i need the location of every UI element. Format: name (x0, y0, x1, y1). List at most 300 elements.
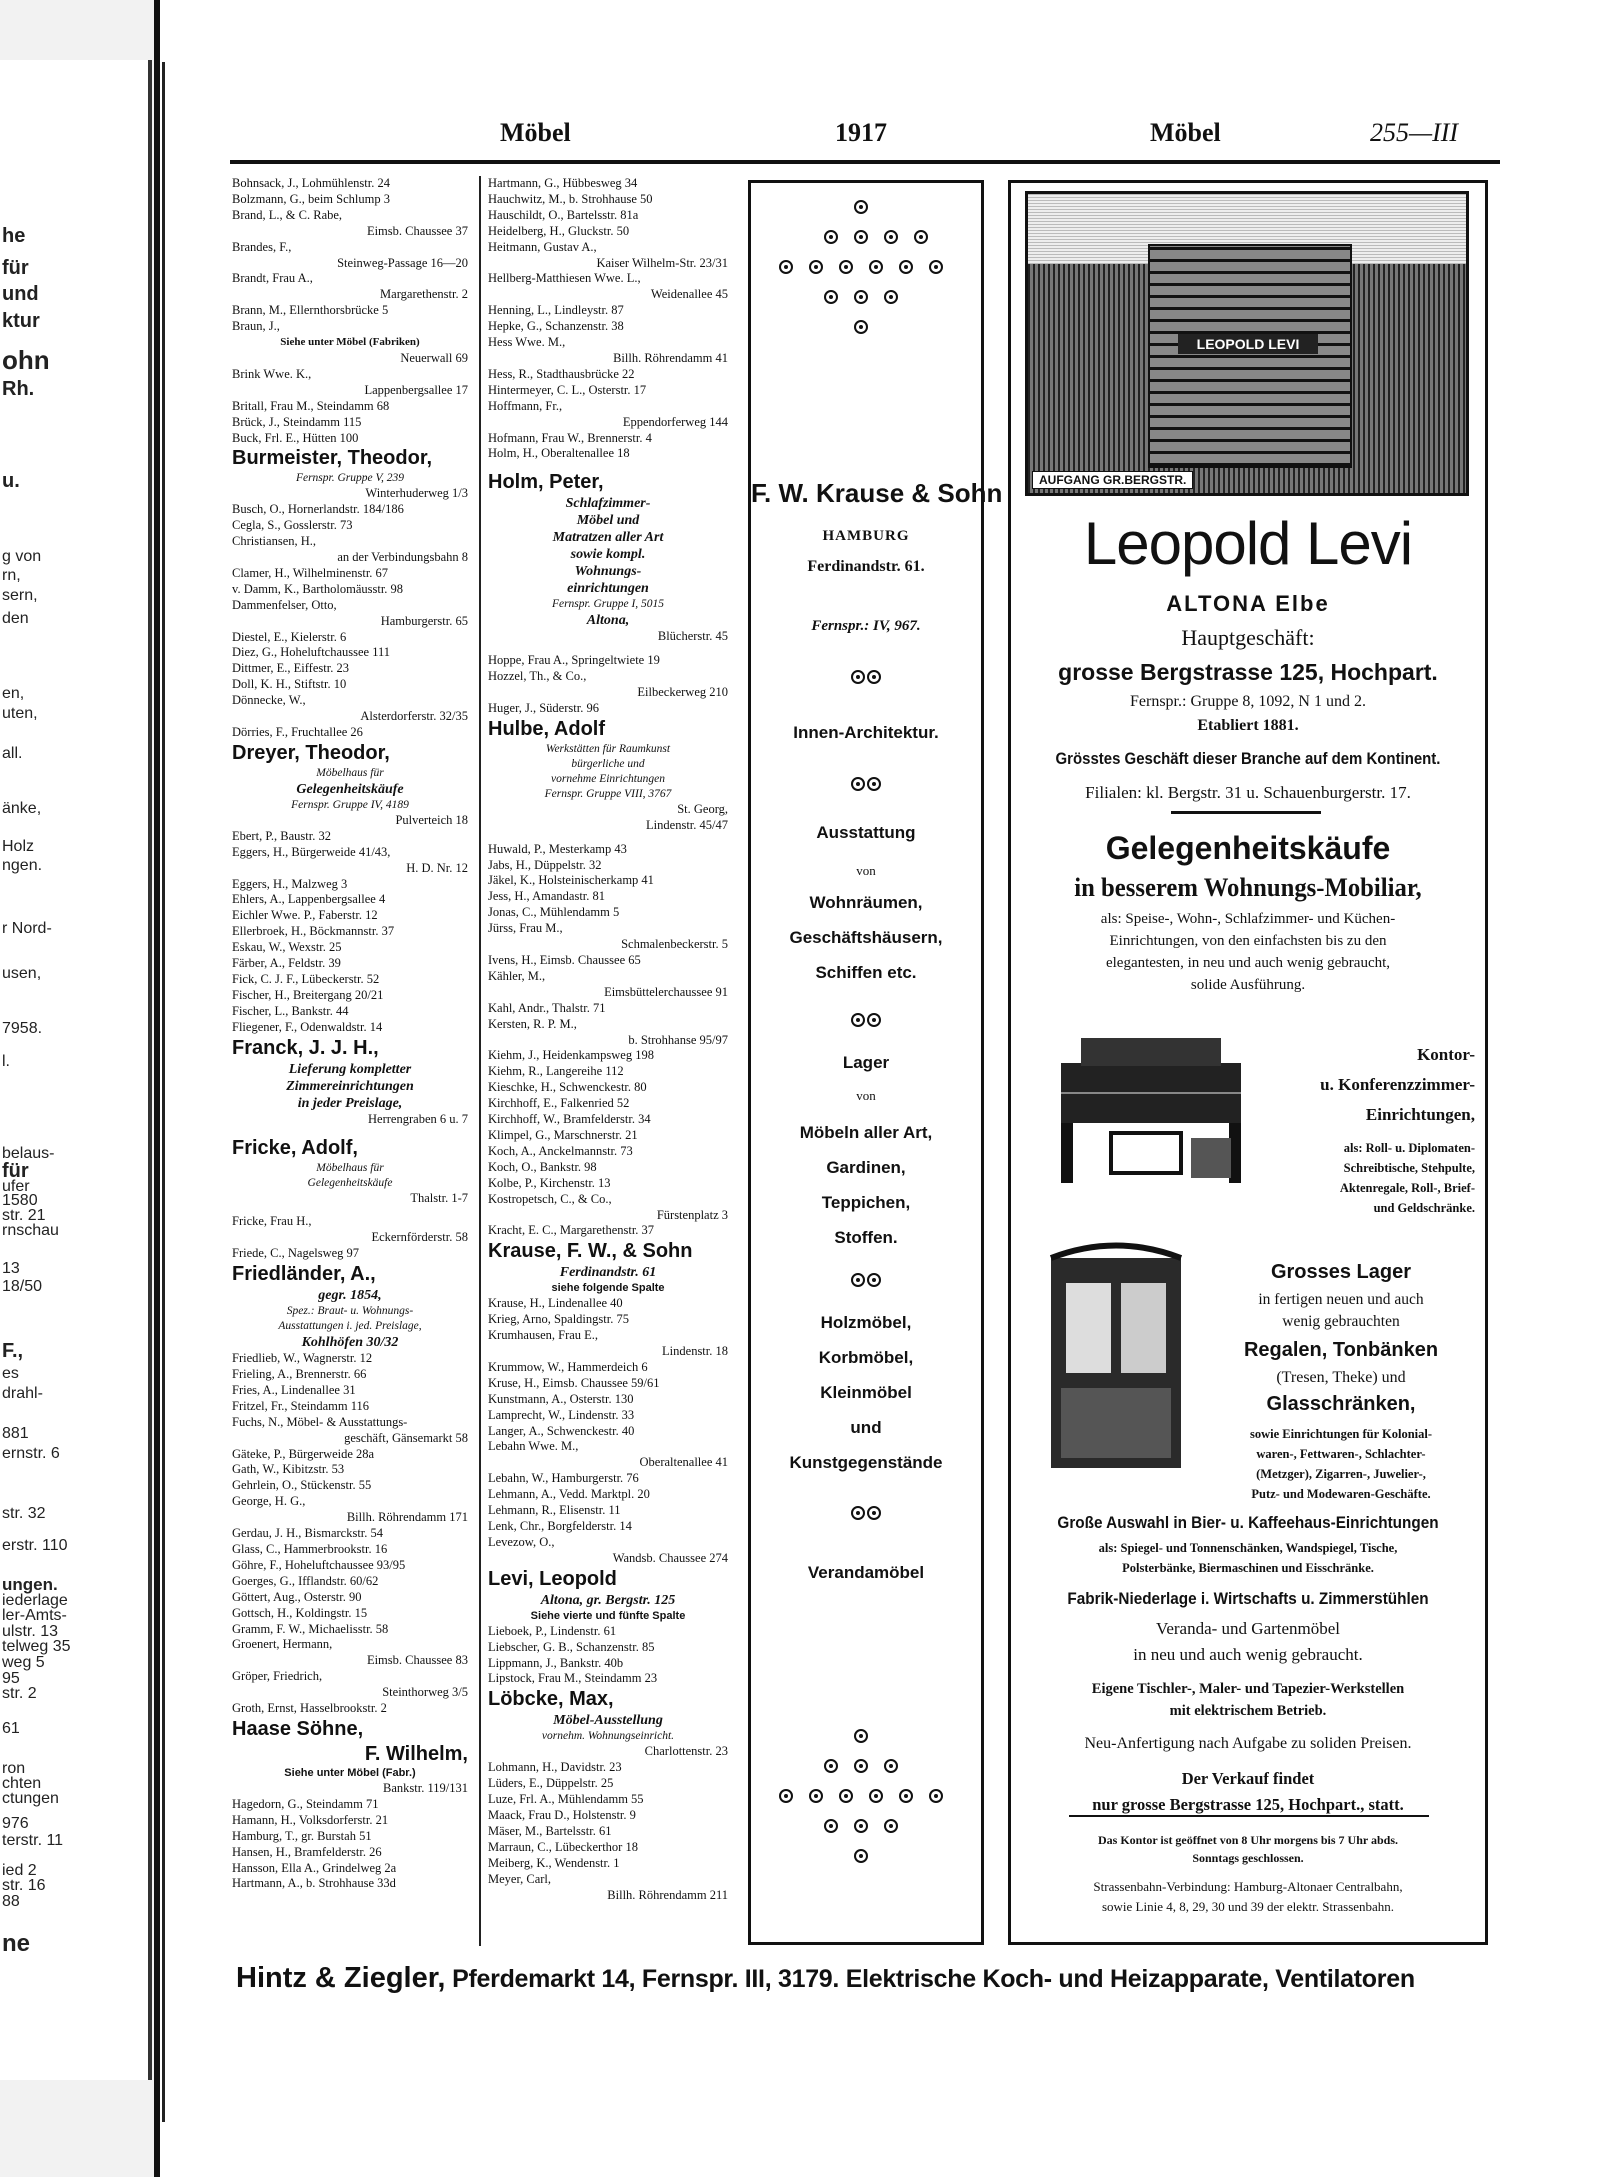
entry-gap (232, 1128, 468, 1136)
directory-entry: Lohmann, H., Davidstr. 23 (488, 1760, 622, 1775)
directory-entry: Kersten, R. P. M., (488, 1016, 577, 1031)
adjacent-page-text: 18/50 (2, 1278, 43, 1295)
entry-gap (488, 834, 728, 842)
directory-entry: Kirchhoff, E., Falkenried 52 (488, 1096, 630, 1111)
directory-entry: Fritzel, Fr., Steindamm 116 (232, 1398, 370, 1413)
adjacent-page-text: für (2, 1160, 29, 1182)
phone-line: Fernspr.: Gruppe 8, 1092, N 1 und 2. (1130, 693, 1366, 710)
advertiser-city: ALTONA Elbe (1166, 591, 1330, 616)
ornament-icon (779, 1789, 793, 1803)
directory-entry: Braun, J., (232, 319, 280, 334)
directory-entry: Kirchhoff, W., Bramfelderstr. 34 (488, 1112, 651, 1127)
firm-slogan: Gelegenheitskäufe (296, 781, 404, 797)
main-label: Hauptgeschäft: (1181, 625, 1315, 650)
firm-slogan: Möbel und (576, 513, 640, 529)
directory-entry: v. Damm, K., Bartholomäusstr. 98 (232, 581, 404, 596)
directory-entry: Lebahn Wwe. M., (488, 1439, 579, 1454)
firm-phone: Fernspr.: IV, 967. (811, 618, 921, 634)
directory-entry: Klimpel, G., Marschnerstr. 21 (488, 1127, 638, 1142)
main-address: grosse Bergstrasse 125, Hochpart. (1058, 659, 1438, 685)
directory-entry: Diestel, E., Kielerstr. 6 (232, 629, 347, 644)
tram-line: Strassenbahn-Verbindung: Hamburg-Altonaer Centralbahn, (1093, 1879, 1403, 1894)
directory-entry: Jonas, C., Mühlendamm 5 (488, 905, 620, 920)
cabinets-description: (Metzger), Zigarren-, Juwelier-, (1256, 1467, 1426, 1481)
directory-entry: St. Georg, (677, 801, 728, 816)
directory-entry: Oberaltenallee 41 (639, 1455, 728, 1470)
krause-advertisement (748, 180, 1003, 1945)
workshops-line: Eigene Tischler-, Maler- und Tapezier-Werkstellen (1091, 1681, 1405, 1697)
service-line: von (856, 863, 876, 878)
directory-entry: George, H. G., (232, 1494, 306, 1509)
directory-entry: Färber, A., Feldstr. 39 (232, 956, 341, 971)
directory-entry: Langer, A., Schwenckestr. 40 (488, 1423, 635, 1438)
ornament-icon (851, 1013, 865, 1027)
directory-entry: Blücherstr. 45 (657, 629, 728, 644)
adjacent-page-text: 7958. (2, 1020, 43, 1037)
directory-entry: Neuerwall 69 (400, 350, 468, 365)
directory-entry: Charlottenstr. 23 (644, 1744, 728, 1759)
ornament-icon (867, 1013, 881, 1027)
firm-street: Ferdinandstr. 61. (807, 558, 925, 575)
established-line: Etabliert 1881. (1197, 717, 1299, 734)
directory-entry: Britall, Frau M., Steindamm 68 (232, 398, 390, 413)
ornament-icon (899, 1789, 913, 1803)
directory-entry: Margarethenstr. 2 (380, 287, 468, 302)
cross-reference: Siehe vierte und fünfte Spalte (530, 1609, 686, 1622)
adjacent-page-text: ungen. (2, 1575, 58, 1594)
ornament-icon (854, 1849, 868, 1863)
directory-entry: Gröper, Friedrich, (232, 1669, 323, 1684)
description-line: Einrichtungen, von den einfachsten bis zu den (1109, 933, 1387, 949)
directory-entry: Brandes, F., (232, 239, 292, 254)
service-line: Ausstattung (816, 823, 916, 842)
firm-heading: Dreyer, Theodor, (232, 741, 390, 764)
adjacent-page-text: belaus- (2, 1145, 55, 1162)
adjacent-page-edge (0, 0, 160, 2177)
ornament-icon (809, 1789, 823, 1803)
adjacent-page-text: ktur (2, 310, 40, 332)
adjacent-page-text: 881 (2, 1425, 29, 1442)
directory-entry: Ebert, P., Baustr. 32 (232, 828, 331, 843)
factory-heading: Fabrik-Niederlage i. Wirtschafts u. Zimmerstühlen (1067, 1589, 1429, 1608)
firm-slogan: Ferdinandstr. 61 (559, 1265, 657, 1281)
office-heading: Einrichtungen, (1365, 1105, 1475, 1124)
firm-note: vornehme Einrichtungen (550, 772, 665, 785)
firm-note: Möbelhaus für (316, 766, 384, 779)
directory-entry: Christiansen, H., (232, 534, 317, 549)
directory-entry: Kracht, E. C., Margarethenstr. 37 (488, 1223, 655, 1238)
directory-entry: Lipstock, Frau M., Steindamm 23 (488, 1671, 658, 1686)
header-rule (230, 160, 1500, 164)
garden-line: Veranda- und Gartenmöbel (1155, 1619, 1341, 1638)
firm-heading: Holm, Peter, (488, 471, 604, 494)
tram-line: sowie Linie 4, 8, 29, 30 und 39 der elektr. Strassenbahn. (1101, 1899, 1395, 1914)
directory-entry: Hoppe, Frau A., Springeltwiete 19 (488, 653, 660, 668)
directory-entry: Huwald, P., Mesterkamp 43 (488, 841, 627, 856)
firm-heading: Franck, J. J. H., (232, 1036, 379, 1059)
ornament-icon (854, 290, 868, 304)
ornament-icon (854, 200, 868, 214)
adjacent-page-text: erstr. 110 (2, 1537, 68, 1554)
sale-line: nur grosse Bergstrasse 125, Hochpart., statt. (1092, 1795, 1404, 1814)
header-right-title: Möbel (1150, 118, 1221, 147)
directory-entry: an der Verbindungsbahn 8 (337, 550, 468, 565)
directory-entry: Lindenstr. 45/47 (646, 817, 728, 832)
divider (1171, 811, 1321, 814)
shelves-sub: (Tresen, Theke) und (1276, 1369, 1406, 1386)
firm-heading: F. Wilhelm, (364, 1742, 468, 1765)
building-drawing (1148, 244, 1352, 468)
directory-entry: Göttert, Aug., Osterstr. 90 (232, 1589, 362, 1604)
adjacent-page-text: und (2, 283, 39, 305)
directory-entry: Kiehm, R., Langereihe 112 (488, 1064, 624, 1079)
workshops-line: mit elektrischem Betrieb. (1169, 1703, 1327, 1719)
adjacent-page-text: Holz (2, 838, 35, 855)
directory-entry: Eimsb. Chaussee 83 (366, 1653, 468, 1668)
directory-entry: Meyer, Carl, (488, 1871, 552, 1886)
directory-entry: Hamann, H., Volksdorferstr. 21 (232, 1812, 389, 1827)
firm-note: Werkstätten für Raumkunst (545, 742, 671, 755)
directory-entry: Fliegener, F., Odenwaldstr. 14 (232, 1019, 383, 1034)
adjacent-page-text: ernstr. 6 (2, 1445, 60, 1462)
directory-entry: Koch, A., Anckelmannstr. 73 (488, 1143, 633, 1158)
directory-entry: Brink Wwe. K., (232, 366, 312, 381)
directory-entry: Ivens, H., Eimsb. Chaussee 65 (488, 953, 641, 967)
directory-entry: Holm, H., Oberaltenallee 18 (488, 446, 630, 461)
firm-note: Fernspr. Gruppe IV, 4189 (291, 798, 409, 811)
directory-entry: Cegla, S., Gosslerstr. 73 (232, 518, 353, 533)
directory-entry: Brann, M., Ellernthorsbrücke 5 (232, 303, 389, 318)
directory-entry: Frieling, A., Brennerstr. 66 (232, 1367, 367, 1382)
directory-entry: Weidenallee 45 (650, 287, 728, 302)
directory-entry: Gath, W., Kibitzstr. 53 (232, 1462, 345, 1477)
directory-entry: Hofmann, Frau W., Brennerstr. 4 (488, 430, 652, 445)
store-illustration (1025, 191, 1469, 496)
firm-note: Gelegenheitskäufe (307, 1176, 393, 1189)
firm-name: F. W. Krause & Sohn (751, 478, 1003, 508)
directory-entry: Alsterdorferstr. 32/35 (360, 709, 468, 724)
adjacent-page-text: rnschau (2, 1222, 59, 1239)
adjacent-page-text: 95 (2, 1670, 20, 1687)
directory-entry: Kaiser Wilhelm-Str. 23/31 (596, 255, 728, 270)
directory-entry: Hamburgerstr. 65 (380, 613, 468, 628)
directory-entry: Kahl, Andr., Thalstr. 71 (488, 1000, 606, 1015)
directory-entry: Kruse, H., Eimsb. Chaussee 59/61 (488, 1375, 660, 1390)
firm-note: Ausstattungen i. jed. Preislage, (278, 1320, 422, 1333)
firm-slogan: Matratzen aller Art (552, 530, 664, 546)
ornament-icon (851, 1273, 865, 1287)
directory-entry: Billh. Röhrendamm 171 (346, 1510, 468, 1525)
directory-entry: Gottsch, H., Koldingstr. 15 (232, 1605, 368, 1620)
adjacent-page-text: änke, (2, 800, 42, 817)
directory-entry: Eimsb. Chaussee 37 (366, 223, 468, 238)
firm-slogan: Schlafzimmer- (565, 496, 651, 512)
directory-entry: Dittmer, E., Eiffestr. 23 (232, 661, 349, 676)
adjacent-page-text: ron (2, 1760, 26, 1777)
ornament-icon (929, 260, 943, 274)
adjacent-page-text: uten, (2, 705, 38, 722)
directory-entry: b. Strohhanse 95/97 (628, 1032, 728, 1047)
firm-slogan: Wohnungs- (574, 564, 642, 580)
directory-entry: Krieg, Arno, Spaldingstr. 75 (488, 1312, 629, 1327)
directory-entry: Mäser, M., Bartelsstr. 61 (488, 1823, 612, 1838)
directory-entry: Herrengraben 6 u. 7 (368, 1111, 468, 1126)
directory-entry: Eggers, H., Bürgerweide 41/43, (232, 844, 391, 859)
directory-entry: Lüders, E., Düppelstr. 25 (488, 1776, 614, 1791)
firm-slogan: Altona, (586, 613, 630, 629)
directory-entry: Eskau, W., Wexstr. 25 (232, 940, 342, 955)
directory-entry: Henning, L., Lindleystr. 87 (488, 303, 624, 318)
directory-entry: Lenk, Chr., Borgfelderstr. 14 (488, 1519, 632, 1533)
directory-entry: Gramm, F. W., Michaelisstr. 58 (232, 1621, 389, 1636)
directory-entry: Lebahn, W., Hamburgerstr. 76 (488, 1471, 639, 1486)
entry-gap (232, 1206, 468, 1214)
directory-entry: Doll, K. H., Stiftstr. 10 (232, 677, 347, 692)
beer-heading: Große Auswahl in Bier- u. Kaffeehaus-Einrichtungen (1057, 1513, 1439, 1532)
service-line: Korbmöbel, (818, 1348, 914, 1367)
adjacent-page-text: 88 (2, 1893, 20, 1910)
footer-advertisement (236, 1962, 1498, 2002)
firm-heading: Friedländer, A., (232, 1263, 376, 1286)
directory-entry: Billh. Röhrendamm 41 (613, 350, 728, 365)
directory-entry: Hauchwitz, M., b. Strohhause 50 (488, 191, 653, 206)
adjacent-page-text: g von (2, 548, 42, 565)
directory-entry: Bolzmann, G., beim Schlump 3 (232, 191, 390, 206)
directory-entry: Hoffmann, Fr., (488, 398, 563, 413)
adjacent-page-text: für (2, 257, 29, 279)
directory-entry: Hintermeyer, C. L., Osterstr. 17 (488, 382, 647, 397)
ornament-icon (839, 1789, 853, 1803)
directory-entry: Fürstenplatz 3 (656, 1207, 728, 1222)
adjacent-page-text: 976 (2, 1815, 29, 1832)
adjacent-page-text: den (2, 610, 29, 627)
office-description: als: Roll- u. Diplomaten- (1343, 1141, 1475, 1155)
ornament-icon (854, 1729, 868, 1743)
building-sign: LEOPOLD LEVI (1178, 334, 1318, 354)
directory-entry: Dörries, F., Fruchtallee 26 (232, 725, 363, 739)
service-line: Wohnräumen, (809, 893, 923, 912)
ornament-icon (824, 290, 838, 304)
adjacent-page-text: 13 (2, 1260, 20, 1277)
directory-entry: Billh. Röhrendamm 211 (607, 1887, 728, 1902)
firm-note: bürgerliche und (571, 757, 645, 770)
entry-gap (488, 645, 728, 653)
directory-entry: Hess, R., Stadthausbrücke 22 (488, 366, 635, 381)
page-number: 255—III (1370, 118, 1459, 147)
bargains-subheading: in besserem Wohnungs-Mobiliar, (1074, 873, 1422, 902)
store-heading: Grosses Lager (1270, 1261, 1412, 1283)
directory-entry: Gehrlein, O., Stückenstr. 55 (232, 1478, 372, 1493)
store-line: wenig gebrauchten (1282, 1313, 1400, 1330)
directory-entry: Friede, C., Nagelsweg 97 (232, 1246, 360, 1261)
cabinets-description: Putz- und Modewaren-Geschäfte. (1251, 1487, 1431, 1501)
firm-note: Fernspr. Gruppe VIII, 3767 (544, 787, 672, 800)
service-line: Verandamöbel (807, 1563, 925, 1582)
adjacent-page-text: str. 21 (2, 1207, 46, 1224)
service-line: Kunstgegenstände (789, 1453, 943, 1472)
directory-entry: Levezow, O., (488, 1534, 555, 1549)
directory-entry: Eilbeckerweg 210 (637, 685, 728, 700)
directory-entry: Gerdau, J. H., Bismarckstr. 54 (232, 1526, 384, 1541)
directory-entry: Jabs, H., Düppelstr. 32 (488, 857, 602, 872)
directory-entry: Brandt, Frau A., (232, 271, 313, 286)
directory-entry: Krumhausen, Frau E., (488, 1328, 599, 1343)
directory-column-2 (488, 176, 728, 1903)
description-line: elegantesten, in neu und auch wenig gebraucht, (1105, 955, 1391, 971)
directory-entry: Kunstmann, A., Osterstr. 130 (488, 1391, 634, 1406)
office-description: Schreibtische, Stehpulte, (1343, 1161, 1475, 1175)
office-description: und Geldschränke. (1373, 1201, 1475, 1215)
street-sign: AUFGANG GR.BERGSTR. (1032, 471, 1193, 489)
entry-gap (488, 462, 728, 470)
firm-city: HAMBURG (822, 528, 910, 544)
adjacent-page-text: en, (2, 685, 25, 702)
shelves-heading: Regalen, Tonbänken (1243, 1339, 1439, 1361)
office-heading: u. Konferenzzimmer- (1320, 1075, 1475, 1094)
directory-entry: Schmalenbeckerstr. 5 (621, 937, 728, 952)
directory-entry: Goerges, G., Ifflandstr. 60/62 (232, 1573, 379, 1588)
directory-entry: Steinthorweg 3/5 (382, 1685, 468, 1700)
adjacent-page-text: Rh. (2, 378, 35, 400)
ornament-icon (867, 1273, 881, 1287)
store-line: in fertigen neuen und auch (1258, 1291, 1424, 1308)
directory-entry: Dammenfelser, Otto, (232, 597, 337, 612)
adjacent-page-text: ohn (2, 345, 50, 375)
ornament-icon (854, 230, 868, 244)
directory-entry: Hansson, Ella A., Grindelweg 2a (232, 1860, 397, 1875)
firm-slogan: Kohlhöfen 30/32 (301, 1335, 399, 1351)
ornament-icon (824, 1819, 838, 1833)
directory-entry: Fuchs, N., Möbel- & Ausstattungs- (232, 1414, 408, 1429)
directory-entry: Jürss, Frau M., (488, 921, 563, 936)
firm-heading: Burmeister, Theodor, (232, 447, 433, 470)
directory-entry: Buck, Frl. E., Hütten 100 (232, 430, 359, 445)
directory-entry: Heidelberg, H., Gluckstr. 50 (488, 223, 630, 238)
directory-entry: Bankstr. 119/131 (383, 1780, 468, 1795)
description-line: solide Ausführung. (1190, 977, 1306, 993)
directory-entry: Eckernförderstr. 58 (371, 1230, 468, 1245)
cabinets-description: sowie Einrichtungen für Kolonial- (1249, 1427, 1433, 1441)
directory-entry: Dönnecke, W., (232, 693, 306, 708)
footer-firm: Hintz & Ziegler, (236, 1962, 446, 1994)
directory-entry: Lehmann, A., Vedd. Marktpl. 20 (488, 1487, 650, 1502)
service-line: Lager (842, 1053, 890, 1072)
directory-entry: Hartmann, G., Hübbesweg 34 (488, 176, 638, 190)
adjacent-page-text: l. (2, 1053, 10, 1070)
ornament-icon (884, 290, 898, 304)
firm-slogan: Altona, gr. Bergstr. 125 (540, 1592, 676, 1608)
directory-entry: Groth, Ernst, Hasselbrookstr. 2 (232, 1701, 387, 1716)
directory-entry: Lamprecht, W., Lindenstr. 33 (488, 1407, 635, 1422)
adjacent-page-text: u. (2, 470, 20, 492)
adjacent-page-text: chten (2, 1775, 42, 1792)
directory-entry: Pulverteich 18 (395, 812, 468, 827)
directory-entry: Krummow, W., Hammerdeich 6 (488, 1359, 648, 1374)
adjacent-page-text: ied 2 (2, 1862, 37, 1879)
adjacent-page-text: ulstr. 13 (2, 1623, 59, 1640)
firm-heading: Fricke, Adolf, (232, 1136, 358, 1159)
adjacent-page-text: F., (2, 1340, 24, 1362)
adjacent-page-text: ler-Amts- (2, 1607, 67, 1624)
directory-entry: Friedlieb, W., Wagnerstr. 12 (232, 1351, 373, 1366)
levi-advertisement (1008, 180, 1488, 1945)
adjacent-page-text: ufer (2, 1178, 30, 1195)
directory-entry: Brück, J., Steindamm 115 (232, 414, 362, 429)
office-heading: Kontor- (1417, 1045, 1475, 1064)
ornament-icon (824, 230, 838, 244)
directory-entry: Huger, J., Süderstr. 96 (488, 700, 599, 715)
adjacent-page-text: all. (2, 745, 23, 762)
directory-entry: Maack, Frau D., Holstenstr. 9 (488, 1807, 636, 1822)
directory-entry: Winterhuderweg 1/3 (365, 486, 468, 501)
directory-entry: Hauschildt, O., Bartelsstr. 81a (488, 207, 639, 222)
ornament-icon (854, 320, 868, 334)
service-line: von (856, 1088, 876, 1103)
directory-entry: Hepke, G., Schanzenstr. 38 (488, 319, 624, 334)
column-rule (479, 176, 481, 1946)
firm-note: Spez.: Braut- u. Wohnungs- (286, 1305, 414, 1318)
firm-slogan: gegr. 1854, (318, 1288, 382, 1304)
footer-text: Pferdemarkt 14, Fernspr. III, 3179. Elektrische Koch- und Heizapparate, Ventilatoren (445, 1965, 1415, 1993)
directory-entry: Koch, O., Bankstr. 98 (488, 1159, 597, 1174)
directory-entry: Groenert, Hermann, (232, 1637, 333, 1652)
header-year: 1917 (835, 118, 887, 147)
ornament-icon (867, 777, 881, 791)
ornament-icon (851, 1506, 865, 1520)
directory-entry: Gäteke, P., Bürgerweide 28a (232, 1446, 375, 1461)
adjacent-page-text: 1580 (2, 1192, 38, 1209)
directory-entry: Hartmann, A., b. Strohhause 33d (232, 1876, 396, 1891)
directory-entry: Fischer, L., Bankstr. 44 (232, 1003, 349, 1018)
firm-heading: Hulbe, Adolf (488, 717, 606, 740)
directory-entry: Lehmann, R., Elisenstr. 11 (488, 1503, 621, 1518)
desk-illustration (1041, 1023, 1261, 1198)
ornament-icon (839, 260, 853, 274)
ornament-icon (779, 260, 793, 274)
directory-entry: Marraun, C., Lübeckerthor 18 (488, 1839, 638, 1854)
service-line: Innen-Architektur. (793, 723, 939, 742)
directory-entry: Heitmann, Gustav A., (488, 239, 597, 254)
service-line: und (850, 1418, 882, 1437)
firm-slogan: Möbel-Ausstellung (553, 1713, 663, 1729)
directory-entry: Lieboek, P., Lindenstr. 61 (488, 1623, 617, 1638)
directory-entry: Kostropetsch, C., & Co., (488, 1191, 612, 1206)
service-line: Geschäftshäusern, (789, 928, 943, 947)
directory-entry: Hellberg-Matthiesen Wwe. L., (488, 271, 641, 286)
ornament-icon (809, 260, 823, 274)
directory-entry: Brand, L., & C. Rabe, (232, 207, 343, 222)
firm-note: Möbelhaus für (316, 1161, 384, 1174)
service-line: Kleinmöbel (820, 1383, 912, 1402)
adjacent-page-text: sern, (2, 587, 38, 604)
advertiser-name: Leopold Levi (1083, 510, 1413, 577)
adjacent-page-text: r Nord- (2, 920, 52, 937)
ornament-icon (884, 230, 898, 244)
sale-line: Der Verkauf findet (1181, 1769, 1315, 1788)
adjacent-page-text: usen, (2, 965, 42, 982)
adjacent-page-text: rn, (2, 567, 21, 584)
adjacent-page-text: ne (2, 1930, 31, 1957)
directory-entry: Hagedorn, G., Steindamm 71 (232, 1796, 379, 1811)
directory-entry: Luze, Frl. A., Mühlendamm 55 (488, 1792, 644, 1807)
adjacent-page-text: he (2, 225, 26, 247)
directory-entry: Busch, O., Hornerlandstr. 184/186 (232, 502, 404, 517)
firm-note: Fernspr. Gruppe V, 239 (295, 472, 405, 485)
hours-line: Sonntags geschlossen. (1192, 1851, 1304, 1865)
cross-reference: Siehe unter Möbel (Fabr.) (284, 1766, 416, 1779)
directory-entry: Kähler, M., (488, 968, 546, 983)
beer-description: als: Spiegel- und Tonnenschänken, Wandspiegel, Tische, (1098, 1541, 1398, 1555)
